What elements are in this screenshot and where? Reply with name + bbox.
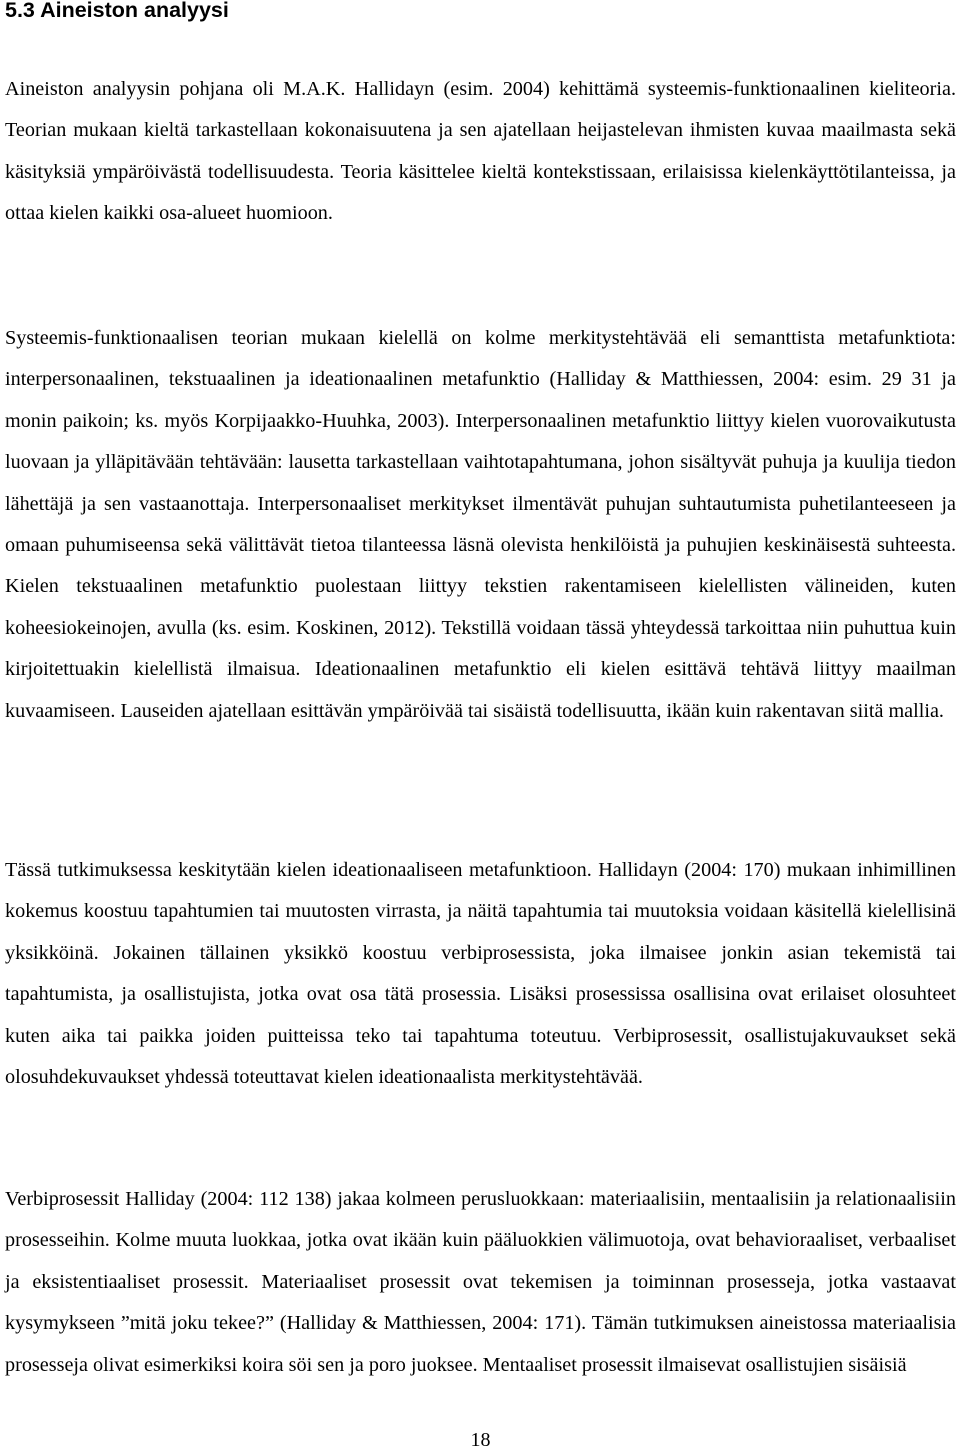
section-heading: 5.3 Aineiston analyysi [5, 0, 229, 22]
page-number: 18 [470, 1429, 491, 1451]
paragraph-verb-processes: Verbiprosessit Halliday (2004: 112 138) jakaa kolmeen perusluokkaan: materiaalisiin, mentaalisiin ja relationaalisiin prosesseihin. Kolme muuta luokkaa, jotka ovat ikään kuin pääluokkien välimuotoja, ovat behavioraaliset, verbaaliset ja eksistentiaaliset prosessit. Materiaaliset prosessit ovat tekemisen ja toiminnan prosesseja, jotka vastaavat kysymykseen ”mitä joku tekee?” (Halliday & Matthiessen, 2004: 171). Tämän tutkimuksen aineistossa materiaalisia prosesseja olivat esimerkiksi koira söi sen ja poro juoksee. Mentaaliset prosessit ilmaisevat osallistujien sisäisiä [5, 1188, 956, 1376]
paragraph-ideational-focus: Tässä tutkimuksessa keskitytään kielen ideationaaliseen metafunktioon. Hallidayn (2004: 170) mukaan inhimillinen kokemus koostuu tapahtumien tai muutosten virrasta, ja näitä tapahtumia tai muutoksia voidaan käsitellä kielellisinä yksikköinä. Jokainen tällainen yksikkö koostuu verbiprosessista, joka ilmaisee jonkin asian tekemistä tai tapahtumista, ja osallistujista, jotka ovat osa tätä prosessia. Lisäksi prosessissa osallisina ovat erilaiset olosuhteet kuten aika tai paikka joiden puitteissa teko tai tapahtuma toteutuu. Verbiprosessit, osallistujakuvaukset sekä olosuhdekuvaukset yhdessä toteuttavat kielen ideationaalista merkitystehtävää. [5, 859, 956, 1089]
paragraph-metafunctions: Systeemis-funktionaalisen teorian mukaan kielellä on kolme merkitystehtävää eli semanttista metafunktiota: interpersonaalinen, tekstuaalinen ja ideationaalinen metafunktio (Halliday & Matthiessen, 2004: esim. 29 31 ja monin paikoin; ks. myös Korpijaakko-Huuhka, 2003). Interpersonaalinen metafunktio liittyy kielen vuorovaikutusta luovaan ja ylläpitävään tehtävään: lausetta tarkastellaan vaihtotapahtumana, johon sisältyvät puhuja ja kuulija tiedon lähettäjä ja sen vastaanottaja. Interpersonaaliset merkitykset ilmentävät puhujan suhtautumista puhetilanteeseen ja omaan puhumiseensa sekä välittävät tietoa tilanteessa läsnä olevista henkilöistä ja puhujien keskinäisestä suhteesta. Kielen tekstuaalinen metafunktio puolestaan liittyy tekstien rakentamiseen kielellisten välineiden, kuten koheesiokeinojen, avulla (ks. esim. Koskinen, 2012). Tekstillä voidaan tässä yhteydessä tarkoittaa niin puhuttua kuin kirjoitettuakin kielellistä ilmaisua. Ideationaalinen metafunktio eli kielen esittävä tehtävä liittyy maailman kuvaamiseen. Lauseiden ajatellaan esittävän ympäröivää tai sisäistä todellisuutta, ikään kuin rakentavan siitä mallia. [5, 327, 956, 722]
paragraph-analysis-basis: Aineiston analyysin pohjana oli M.A.K. Hallidayn (esim. 2004) kehittämä systeemis-funktionaalinen kieliteoria. Teorian mukaan kieltä tarkastellaan kokonaisuutena ja sen ajatellaan heijastelevan ihmisten kuvaa maailmasta sekä käsityksiä ympäröivästä todellisuudesta. Teoria käsittelee kieltä kontekstissaan, erilaisissa kielenkäyttötilanteissa, ja ottaa kielen kaikki osa-alueet huomioon. [5, 78, 956, 225]
